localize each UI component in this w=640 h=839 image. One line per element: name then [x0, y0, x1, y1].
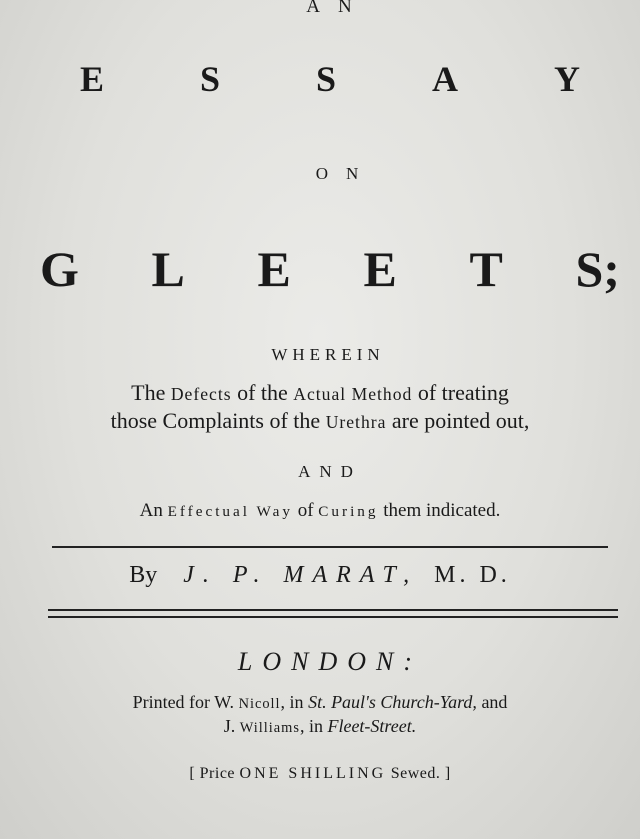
- title-on: ON: [315, 164, 377, 183]
- imprint-text: , in: [299, 716, 328, 736]
- subtitle-text: The: [131, 380, 171, 405]
- subtitle-text: of: [292, 500, 319, 521]
- title-essay-letter: A: [431, 59, 458, 99]
- title-essay-letter: E: [80, 59, 105, 99]
- subtitle-text: are pointed out,: [386, 408, 530, 433]
- price-amount: ONE SHILLING: [239, 765, 387, 782]
- imprint-text: and: [476, 692, 508, 712]
- subtitle-small-caps: Curing: [318, 503, 379, 520]
- title-essay: [80, 58, 580, 100]
- imprint-small-caps: Nicoll: [238, 696, 281, 712]
- imprint-text: Printed for W.: [132, 692, 239, 712]
- price-line: [0, 765, 640, 783]
- subtitle-line-1: [0, 380, 640, 406]
- title-gleets-letter: T: [469, 241, 503, 297]
- imprint-line-2: [0, 716, 640, 737]
- subtitle-small-caps: Defects: [170, 384, 232, 404]
- subtitle-text: An: [139, 500, 168, 521]
- title-essay-letter: Y: [553, 59, 580, 99]
- title-gleets-letter: E: [363, 241, 397, 297]
- title-essay-letter: S: [315, 59, 337, 99]
- price-text: Sewed. ]: [386, 765, 451, 782]
- double-rule-bottom: [48, 616, 618, 618]
- subtitle-line-3: [0, 500, 640, 522]
- title-gleets-letter: L: [151, 241, 185, 297]
- imprint-italic: St. Paul's Church-Yard,: [308, 692, 477, 712]
- rule-above-byline: [52, 546, 608, 548]
- imprint-italic: Fleet-Street.: [327, 716, 417, 736]
- and-heading: AND: [298, 462, 362, 481]
- title-an: AN: [306, 0, 370, 17]
- title-gleets-letter: E: [257, 241, 291, 297]
- imprint-small-caps: Williams: [239, 720, 300, 736]
- subtitle-text: of the: [231, 380, 294, 405]
- byline-by: By: [129, 562, 158, 588]
- subtitle-text: them indicated.: [378, 500, 501, 521]
- subtitle-text: those Complaints of the: [110, 408, 326, 433]
- subtitle-text: of treating: [412, 380, 509, 405]
- imprint-line-1: [0, 692, 640, 713]
- price-text: [ Price: [189, 765, 240, 782]
- title-gleets-letter: G: [40, 241, 79, 297]
- author-degree: M. D.: [434, 562, 511, 588]
- subtitle-small-caps: Effectual Way: [167, 503, 293, 520]
- wherein-heading: WHEREIN: [271, 345, 385, 364]
- imprint-text: , in: [280, 692, 309, 712]
- title-essay-letter: S: [199, 59, 221, 99]
- title-gleets-letter: S;: [575, 241, 620, 297]
- subtitle-small-caps: Urethra: [325, 412, 387, 432]
- subtitle-line-2: [0, 408, 640, 434]
- double-rule-top: [48, 609, 618, 611]
- author-name: J. P. MARAT,: [183, 562, 419, 588]
- title-gleets: [40, 240, 620, 298]
- byline: [0, 562, 640, 589]
- subtitle-small-caps: Actual Method: [293, 384, 413, 404]
- imprint-place: LONDON:: [237, 647, 423, 676]
- imprint-text: J.: [223, 716, 240, 736]
